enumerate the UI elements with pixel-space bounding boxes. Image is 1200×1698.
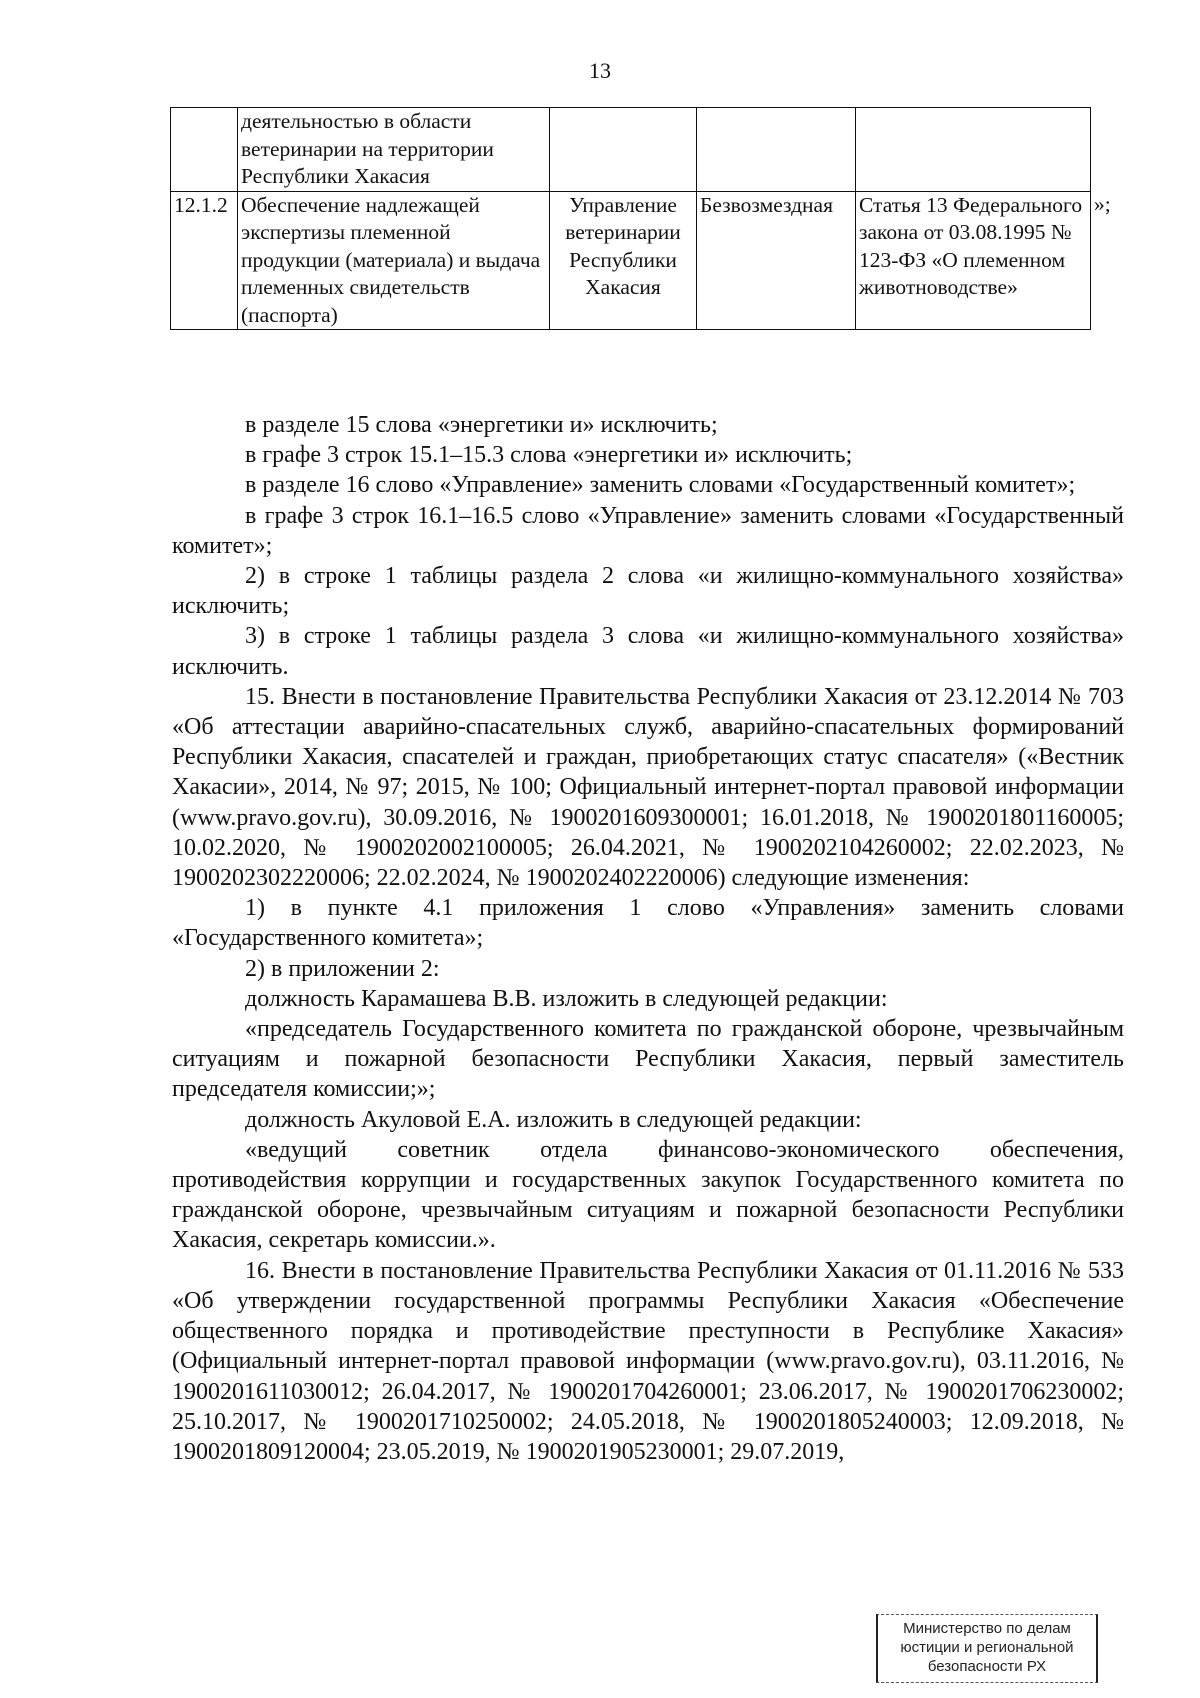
paragraph: 1) в пункте 4.1 приложения 1 слово «Управления» заменить словами «Государственного комитета»; — [172, 895, 1124, 952]
paragraph: 2) в строке 1 таблицы раздела 2 слова «и жилищно-коммунального хозяйства» исключить; — [172, 563, 1124, 620]
paragraph: 16. Внести в постановление Правительства Республики Хакасия от 01.11.2016 № 533 «Об утверждении государственной программы Республики Хакасия «Обеспечение общественного порядка и противодействие преступности в Республике Хакасия» (Официальный интернет-портал правовой информации (www.pravo.gov.ru), 03.11.2016, № 1900201611030012; 26.04.2017, № 1900201704260001; 23.06.2017, № 1900201706230002; 25.10.2017, № 1900201710250002; 24.05.2018, № 1900201805240003; 12.09.2018, № 1900201809120004; 23.05.2019, № 1900201905230001; 29.07.2019, — [172, 1257, 1124, 1465]
row-number-cell — [171, 108, 238, 192]
service-name-cell: деятельностью в области ветеринарии на территории Республики Хакасия — [238, 108, 550, 192]
table-tail — [1091, 108, 1124, 192]
service-name-cell: Обеспечение надлежащей экспертизы племенной продукции (материала) и выдача племенных свидетельств (паспорта) — [238, 191, 550, 330]
paragraph: в графе 3 строк 16.1–16.5 слово «Управление» заменить словами «Государственный комитет»; — [172, 502, 1124, 559]
stamp-line: юстиции и региональной — [900, 1639, 1074, 1656]
stamp-line: Министерство по делам — [903, 1620, 1071, 1637]
payment-cell: Безвозмездная — [697, 191, 856, 330]
table-row — [171, 191, 1124, 330]
paragraph: 3) в строке 1 таблицы раздела 3 слова «и жилищно-коммунального хозяйства» исключить. — [172, 623, 1124, 680]
paragraph: должность Карамашева В.В. изложить в следующей редакции: — [245, 985, 888, 1012]
table-row — [171, 108, 1124, 192]
services-table — [170, 107, 1124, 330]
paragraph: в разделе 16 слово «Управление» заменить словами «Государственный комитет»; — [245, 472, 1076, 499]
paragraph: 2) в приложении 2: — [245, 955, 440, 982]
paragraph: 15. Внести в постановление Правительства Республики Хакасия от 23.12.2014 № 703 «Об аттестации аварийно-спасательных служб, аварийно-спасательных формирований Республики Хакасия, спасателей и граждан, приобретающих статус спасателя» («Вестник Хакасии», 2014, № 97; 2015, № 100; Официальный интернет-портал правовой информации (www.pravo.gov.ru), 30.09.2016, № 1900201609300001; 16.01.2018, № 1900201801160005; 10.02.2020, № 1900202002100005; 26.04.2021, № 1900202104260002; 22.02.2023, № 1900202302220006; 22.02.2024, № 1900202402220006) следующие изменения: — [172, 683, 1124, 892]
legal-basis-cell — [856, 108, 1091, 192]
ministry-stamp — [876, 1614, 1098, 1683]
paragraph: должность Акуловой Е.А. изложить в следующей редакции: — [245, 1106, 862, 1133]
paragraph: в разделе 15 слова «энергетики и» исключить; — [245, 412, 718, 438]
paragraph: «ведущий советник отдела финансово-экономического обеспечения, противодействия коррупции и государственных закупок Государственного комитета по гражданской обороне, чрезвычайным ситуациям и пожарной безопасности Республики Хакасия, секретарь комиссии.». — [172, 1136, 1124, 1254]
row-number-cell: 12.1.2 — [171, 191, 238, 330]
organization-cell: Управление ветеринарии Республики Хакасия — [550, 191, 697, 330]
document-body — [172, 410, 1124, 1467]
stamp-line: безопасности РХ — [927, 1658, 1047, 1675]
payment-cell — [697, 108, 856, 192]
legal-basis-cell: Статья 13 Федерального закона от 03.08.1995 № 123-ФЗ «О племенном животноводстве» — [856, 191, 1091, 330]
table-closing-mark: »; — [1094, 192, 1111, 216]
paragraph: в графе 3 строк 15.1–15.3 слова «энергетики и» исключить; — [245, 442, 853, 469]
paragraph: «председатель Государственного комитета по гражданской обороне, чрезвычайным ситуациям и пожарной безопасности Республики Хакасия, первый заместитель председателя комиссии;»; — [172, 1016, 1124, 1103]
organization-cell — [550, 108, 697, 192]
page-number: 13 — [589, 58, 611, 83]
